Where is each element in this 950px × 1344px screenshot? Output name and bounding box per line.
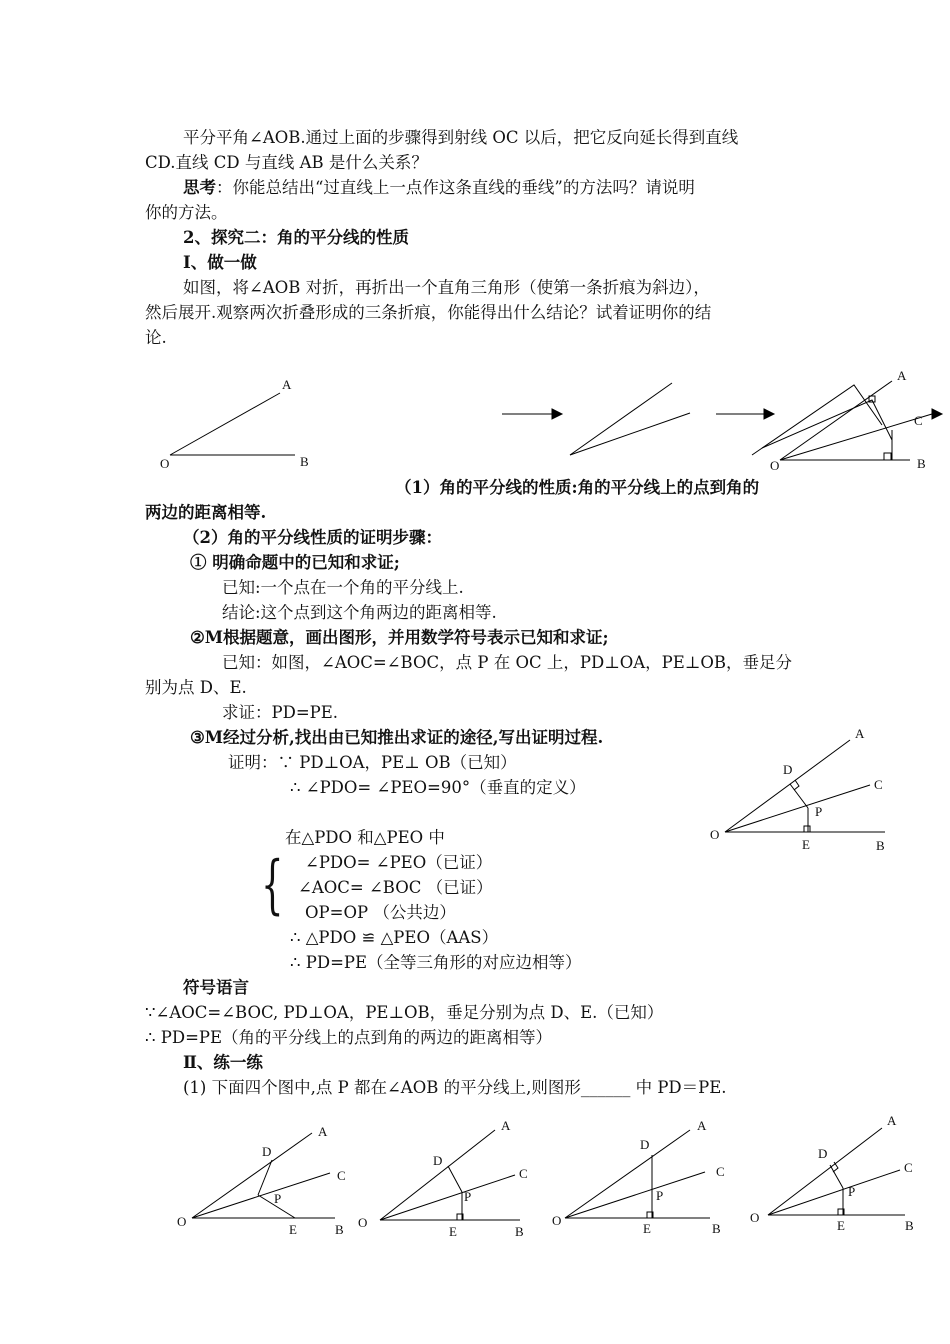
- ex1-label-d: D: [262, 1144, 272, 1159]
- fig1-label-b: B: [300, 454, 309, 469]
- ex4-label-d: D: [818, 1146, 828, 1161]
- symbol-line1: ∵∠AOC=∠BOC, PD⊥OA，PE⊥OB，垂足分别为点 D、E.（已知）: [145, 1003, 664, 1022]
- fig1c-label-b: B: [917, 456, 926, 471]
- fold-line1: 如图，将∠AOB 对折，再折出一个直角三角形（使第一条折痕为斜边），: [183, 278, 710, 297]
- fig1-label-o: O: [160, 456, 170, 471]
- para1-line2: CD.直线 CD 与直线 AB 是什么关系？: [145, 153, 428, 172]
- ex1-label-c: C: [337, 1168, 346, 1183]
- ex1-label-p: P: [274, 1191, 282, 1206]
- proof-line5: ∠AOC= ∠BOC （已证）: [298, 878, 493, 897]
- section2-heading: 2、探究二：角的平分线的性质: [183, 228, 409, 247]
- part1-heading: Ⅰ、做一做: [183, 253, 257, 272]
- think-text: ：你能总结出“过直线上一点作这条直线的垂线”的方法吗？请说明: [216, 178, 695, 197]
- step2: ②M根据题意，画出图形，并用数学符号表示已知和求证;: [190, 628, 609, 647]
- ex1-label-b: B: [335, 1222, 344, 1237]
- ex3-label-c: C: [716, 1164, 725, 1179]
- fig2-label-e: E: [802, 837, 810, 852]
- fold-line3: 论.: [145, 328, 167, 347]
- fig1c-label-c: C: [914, 413, 923, 428]
- proof-line3: 在△PDO 和△PEO 中: [285, 828, 445, 847]
- proof-steps-title: （2）角的平分线性质的证明步骤：: [183, 528, 442, 547]
- fold-line2: 然后展开.观察两次折叠形成的三条折痕，你能得出什么结论？试着证明你的结: [145, 303, 712, 322]
- exercise-figure-3: [565, 1130, 710, 1218]
- step1: ① 明确命题中的已知和求证;: [190, 553, 400, 572]
- step3: ③M经过分析,找出由已知推出求证的途径,写出证明过程.: [190, 728, 604, 747]
- symbol-title: 符号语言: [183, 978, 249, 997]
- ex4-label-o: O: [750, 1210, 760, 1225]
- fig1-label-a: A: [282, 377, 292, 392]
- think-line2: 你的方法。: [145, 203, 228, 222]
- proof-line8: ∴ PD=PE（全等三角形的对应边相等）: [290, 953, 582, 972]
- property-line2: 两边的距离相等.: [145, 503, 267, 522]
- ex3-label-d: D: [640, 1137, 650, 1152]
- proof-line1: 证明：∵ PD⊥OA，PE⊥ OB（已知）: [228, 753, 517, 772]
- ex2-label-a: A: [501, 1118, 511, 1133]
- fig2-label-d: D: [783, 762, 793, 777]
- part2-heading: Ⅱ、练一练: [183, 1053, 263, 1072]
- fig2-label-p: P: [815, 804, 823, 819]
- given-line2: 别为点 D、E.: [145, 678, 247, 697]
- fig2-label-o: O: [710, 827, 720, 842]
- ex4-label-c: C: [904, 1160, 913, 1175]
- ex4-label-b: B: [905, 1218, 914, 1233]
- ex3-label-p: P: [656, 1188, 664, 1203]
- fig2-label-b: B: [876, 838, 885, 853]
- proof-line4: ∠PDO= ∠PEO（已证）: [305, 853, 493, 872]
- para1-line1: 平分平角∠AOB.通过上面的步骤得到射线 OC 以后，把它反向延长得到直线: [183, 128, 739, 147]
- given-line1: 已知：如图，∠AOC=∠BOC，点 P 在 OC 上，PD⊥OA，PE⊥OB，垂足分: [222, 653, 792, 672]
- ex2-label-b: B: [515, 1224, 524, 1239]
- exercise-figure-2: [380, 1130, 520, 1220]
- ex1-label-a: A: [318, 1124, 328, 1139]
- conclusion-text: 结论:这个点到这个角两边的距离相等.: [222, 603, 497, 622]
- fig2-label-a: A: [855, 726, 865, 741]
- ex1-label-e: E: [289, 1222, 297, 1237]
- ex3-label-e: E: [643, 1221, 651, 1236]
- ex4-label-p: P: [848, 1184, 856, 1199]
- think-label: 思考: [183, 178, 216, 197]
- symbol-line2: ∴ PD=PE（角的平分线上的点到角的两边的距离相等）: [145, 1028, 553, 1047]
- proof-brace: {: [261, 848, 284, 922]
- proof-line2: ∴ ∠PDO= ∠PEO=90°（垂直的定义）: [290, 778, 586, 797]
- property-line1: （1）角的平分线的性质:角的平分线上的点到角的: [395, 478, 760, 497]
- ex3-label-b: B: [712, 1221, 721, 1236]
- fig1c-label-a: A: [897, 368, 907, 383]
- ex2-label-p: P: [464, 1189, 472, 1204]
- fig2-label-c: C: [874, 777, 883, 792]
- ex3-label-a: A: [697, 1118, 707, 1133]
- proof-line6: OP=OP （公共边）: [305, 903, 456, 922]
- ex2-label-d: D: [433, 1153, 443, 1168]
- ex1-label-o: O: [177, 1214, 187, 1229]
- ex4-label-a: A: [887, 1113, 897, 1128]
- ex3-label-o: O: [552, 1213, 562, 1228]
- fig1c-label-o: O: [770, 458, 780, 473]
- ex2-label-c: C: [519, 1166, 528, 1181]
- proof-line7: ∴ △PDO ≌ △PEO（AAS）: [290, 928, 499, 947]
- exercise-figure-4: [768, 1128, 905, 1215]
- exercise-line1: (1) 下面四个图中,点 P 都在∠AOB 的平分线上,则图形______ 中 PD＝PE.: [183, 1078, 727, 1097]
- ex2-label-e: E: [449, 1224, 457, 1239]
- prove-text: 求证：PD=PE.: [222, 703, 339, 722]
- ex2-label-o: O: [358, 1215, 368, 1230]
- known-text: 已知:一个点在一个角的平分线上.: [222, 578, 464, 597]
- ex4-label-e: E: [837, 1218, 845, 1233]
